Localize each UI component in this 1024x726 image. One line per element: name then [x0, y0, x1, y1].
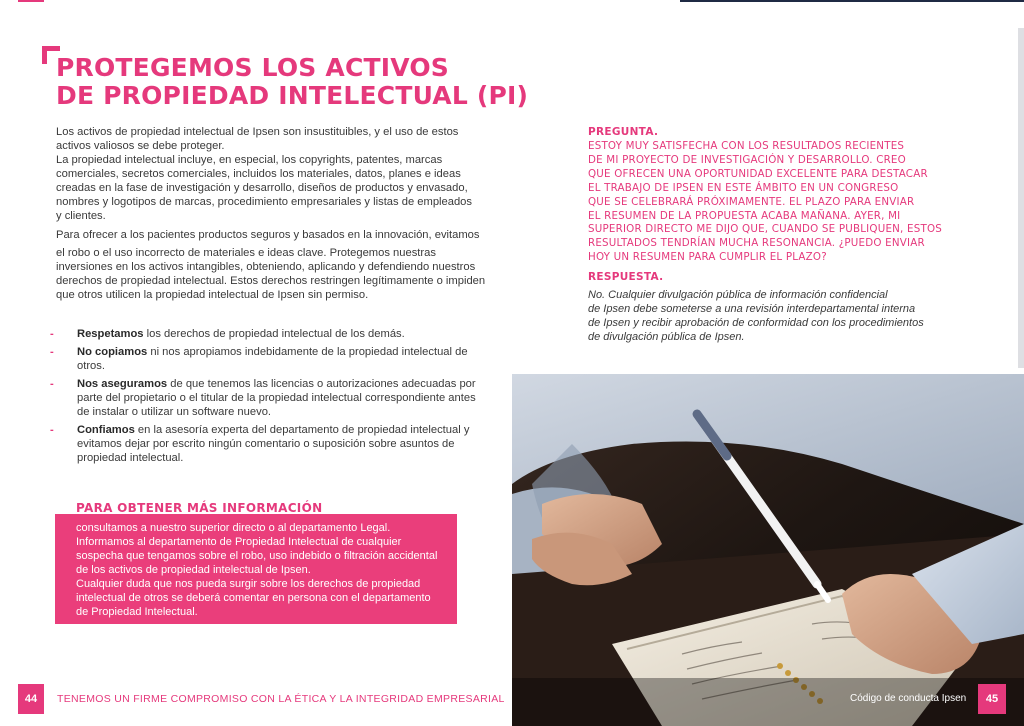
- intro-line: La propiedad intelectual incluye, en especial, los copyrights, patentes, marcas: [56, 154, 443, 166]
- dash-bullet-icon: -: [50, 378, 54, 390]
- bullet-text: de que tenemos las licencias o autorizaciones adecuadas por parte del propietario o el titular de la propiedad intelectual correspondiente antes de instalar o utilizar un software nuevo.: [77, 378, 476, 418]
- page-edge-shadow: [1018, 28, 1024, 368]
- page-title: [56, 54, 528, 110]
- footer-tagline: TENEMOS UN FIRME COMPROMISO CON LA ÉTICA Y LA INTEGRIDAD EMPRESARIAL: [57, 693, 505, 705]
- innovation-paragraph: [56, 228, 496, 302]
- page-number-left: 44: [18, 684, 44, 714]
- question-line: SUPERIOR DIRECTO ME DIJO QUE, CUANDO SE PUBLIQUEN, ESTOS: [588, 223, 942, 236]
- intro-line: activos valiosos se debe proteger.: [56, 140, 225, 152]
- commitments-list: [50, 327, 490, 469]
- innovation-line: inversiones en los activos intangibles, obteniendo, aplicando y defendiendo nuestros: [56, 261, 476, 273]
- more-info-heading: PARA OBTENER MÁS INFORMACIÓN: [76, 501, 323, 515]
- intro-line: y clientes.: [56, 210, 106, 222]
- bullet-text: los derechos de propiedad intelectual de los demás.: [143, 328, 405, 340]
- bullet-text: en la asesoría experta del departamento de propiedad intelectual y evitamos dejar por escrito ningún comentario o suposición sobre asuntos de propiedad intelectual.: [77, 424, 470, 464]
- list-item: [50, 327, 490, 341]
- bullet-keyword: No copiamos: [77, 346, 148, 358]
- info-line: Informamos al departamento de Propiedad Intelectual de cualquier: [76, 536, 402, 548]
- bullet-text: ni nos apropiamos indebidamente de la propiedad intelectual de otros.: [77, 346, 468, 372]
- intro-line: comerciales, secretos comerciales, incluidos los materiales, datos, planes e ideas: [56, 168, 461, 180]
- answer-line: de Ipsen debe someterse a una revisión interdepartamental interna: [588, 303, 916, 315]
- question-line: QUE SE CELEBRARÁ PRÓXIMAMENTE. EL PLAZO PARA ENVIAR: [588, 195, 915, 208]
- info-line: sospecha que tengamos sobre el robo, uso indebido o filtración accidental: [76, 550, 438, 562]
- dash-bullet-icon: -: [50, 346, 54, 358]
- top-rule: [0, 0, 1024, 2]
- intro-line: Los activos de propiedad intelectual de Ipsen son insustituibles, y el uso de estos: [56, 126, 459, 138]
- question-text: [588, 140, 968, 265]
- question-line: QUE OFRECEN UNA OPORTUNIDAD EXCELENTE PARA DESTACAR: [588, 167, 928, 180]
- info-line: intelectual de otros se deberá comentar en persona con el departamento: [76, 592, 431, 604]
- list-item: [50, 377, 490, 419]
- innovation-lead-line: Para ofrecer a los pacientes productos seguros y basados en la innovación, evitamos: [56, 229, 480, 241]
- question-label: PREGUNTA.: [588, 126, 659, 138]
- intro-line: nombres y logotipos de marcas, procedimiento empresariales y listas de empleados: [56, 196, 473, 208]
- more-info-text: [76, 521, 456, 619]
- bullet-keyword: Nos aseguramos: [77, 378, 168, 390]
- info-line: de los activos de propiedad intelectual de Ipsen.: [76, 564, 311, 576]
- top-rule-dark: [680, 0, 1024, 2]
- bullet-keyword: Respetamos: [77, 328, 144, 340]
- info-line: consultamos a nuestro superior directo o al departamento Legal.: [76, 522, 391, 534]
- info-line: Cualquier duda que nos pueda surgir sobre los derechos de propiedad: [76, 578, 421, 590]
- bullet-keyword: Confiamos: [77, 424, 135, 436]
- dash-bullet-icon: -: [50, 424, 54, 436]
- intro-line: creadas en la fase de investigación y desarrollo, diseños de productos y envasado,: [56, 182, 468, 194]
- page-number-right: 45: [978, 684, 1006, 714]
- list-item: [50, 345, 490, 373]
- innovation-line: derechos de propiedad intelectual. Estos derechos restringen legítimamente o impiden: [56, 275, 486, 287]
- question-line: EL RESUMEN DE LA PROPUESTA ACABA MAÑANA. AYER, MI: [588, 209, 901, 222]
- answer-line: de divulgación pública de Ipsen.: [588, 331, 745, 343]
- answer-text: [588, 288, 968, 344]
- question-line: RESULTADOS TENDRÍAN MUCHA RESONANCIA. ¿PUEDO ENVIAR: [588, 237, 925, 250]
- question-line: ESTOY MUY SATISFECHA CON LOS RESULTADOS RECIENTES: [588, 140, 905, 152]
- innovation-line: que otros utilicen la propiedad intelectual de Ipsen sin permiso.: [56, 289, 369, 301]
- question-line: EL TRABAJO DE IPSEN EN ESTE ÁMBITO EN UN CONGRESO: [588, 181, 899, 194]
- question-line: DE MI PROYECTO DE INVESTIGACIÓN Y DESARROLLO. CREO: [588, 153, 906, 166]
- top-rule-accent: [18, 0, 44, 2]
- list-item: [50, 423, 490, 465]
- innovation-line: el robo o el uso incorrecto de materiales e ideas clave. Protegemos nuestras: [56, 247, 436, 259]
- page-title-line-2: DE PROPIEDAD INTELECTUAL (PI): [56, 81, 529, 110]
- footer-document-title: Código de conducta Ipsen: [850, 693, 967, 704]
- page-title-line-1: PROTEGEMOS LOS ACTIVOS: [56, 53, 450, 82]
- info-line: de Propiedad Intelectual.: [76, 606, 198, 618]
- intro-paragraph: [56, 125, 496, 223]
- dash-bullet-icon: -: [50, 328, 54, 340]
- answer-label: RESPUESTA.: [588, 271, 664, 283]
- writing-hand-photo: [512, 374, 1024, 726]
- question-line: HOY UN RESUMEN PARA CUMPLIR EL PLAZO?: [588, 251, 827, 264]
- answer-line: No. Cualquier divulgación pública de información confidencial: [588, 289, 888, 301]
- answer-line: de Ipsen y recibir aprobación de conformidad con los procedimientos: [588, 317, 924, 329]
